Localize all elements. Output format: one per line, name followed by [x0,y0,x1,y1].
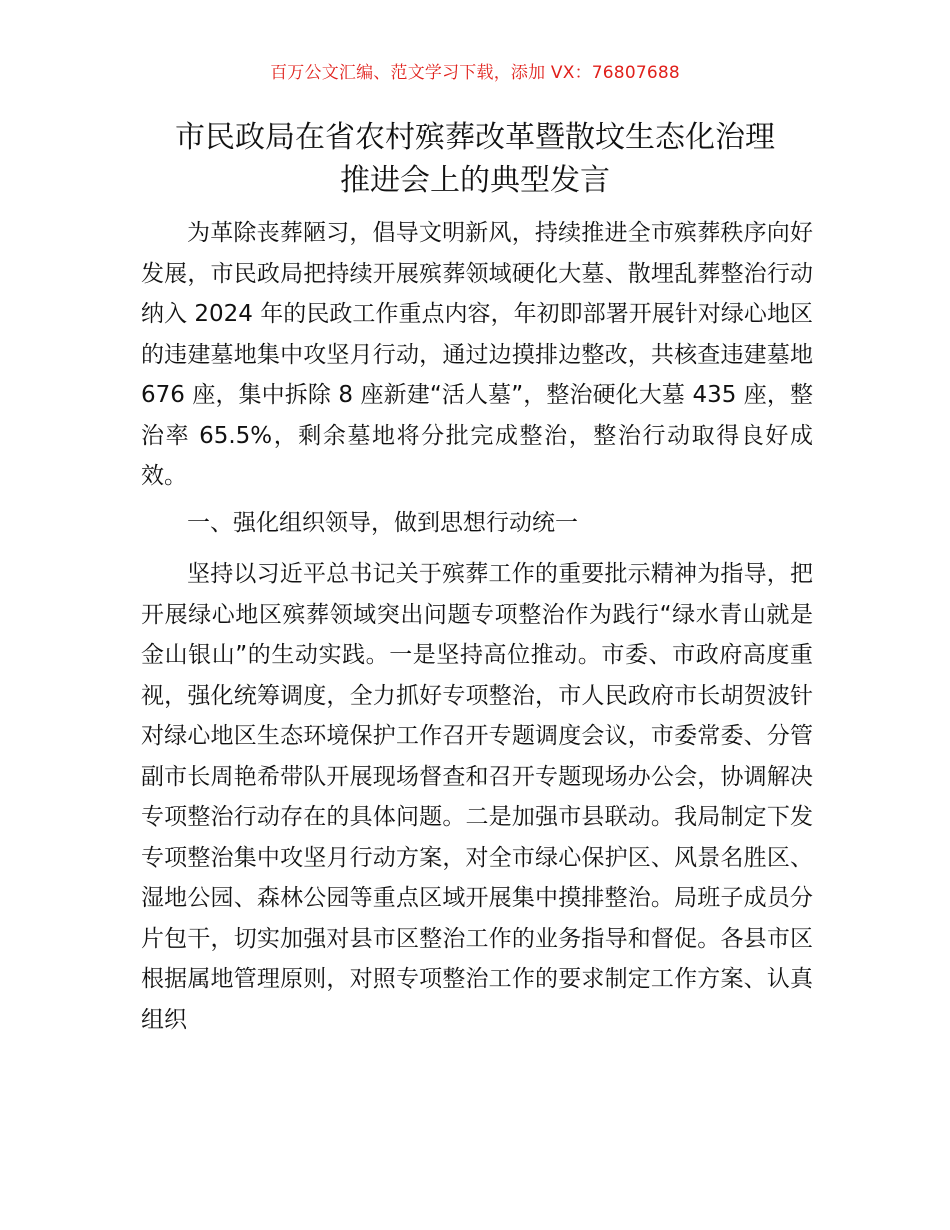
title-line-2: 推进会上的典型发言 [340,163,610,198]
document-body [141,213,813,1046]
title-line-1: 市民政局在省农村殡葬改革暨散坟生态化治理 [175,120,775,155]
document-title [120,116,830,202]
header-watermark: 百万公文汇编、范文学习下载，添加 VX：76807688 [270,63,680,83]
section-paragraph-1: 坚持以习近平总书记关于殡葬工作的重要批示精神为指导，把开展绿心地区殡葬领域突出问题专项整治作为践行“绿水青山就是金山银山”的生动实践。一是坚持高位推动。市委、市政府高度重视，强化统筹调度，全力抓好专项整治，市人民政府市长胡贺波针对绿心地区生态环境保护工作召开专题调度会议，市委常委、分管副市长周艳希带队开展现场督查和召开专题现场办公会，协调解决专项整治行动存在的具体问题。二是加强市县联动。我局制定下发专项整治集中攻坚月行动方案，对全市绿心保护区、风景名胜区、湿地公园、森林公园等重点区域开展集中摸排整治。局班子成员分片包干，切实加强对县市区整治工作的业务指导和督促。各县市区根据属地管理原则，对照专项整治工作的要求制定工作方案、认真组织 [141,561,813,1033]
section-heading-1: 一、强化组织领导，做到思想行动统一 [187,509,578,536]
intro-paragraph: 为革除丧葬陋习，倡导文明新风，持续推进全市殡葬秩序向好发展，市民政局把持续开展殡葬领域硬化大墓、散埋乱葬整治行动纳入 2024 年的民政工作重点内容，年初即部署开展针对绿心地区的违建墓地集中攻坚月行动，通过边摸排边整改，共核查违建墓地 676 座，集中拆除 8 座新建“活人墓”，整治硬化大墓 435 座，整治率 65.5%，剩余墓地将分批完成整治，整治行动取得良好成效。 [141,220,813,489]
